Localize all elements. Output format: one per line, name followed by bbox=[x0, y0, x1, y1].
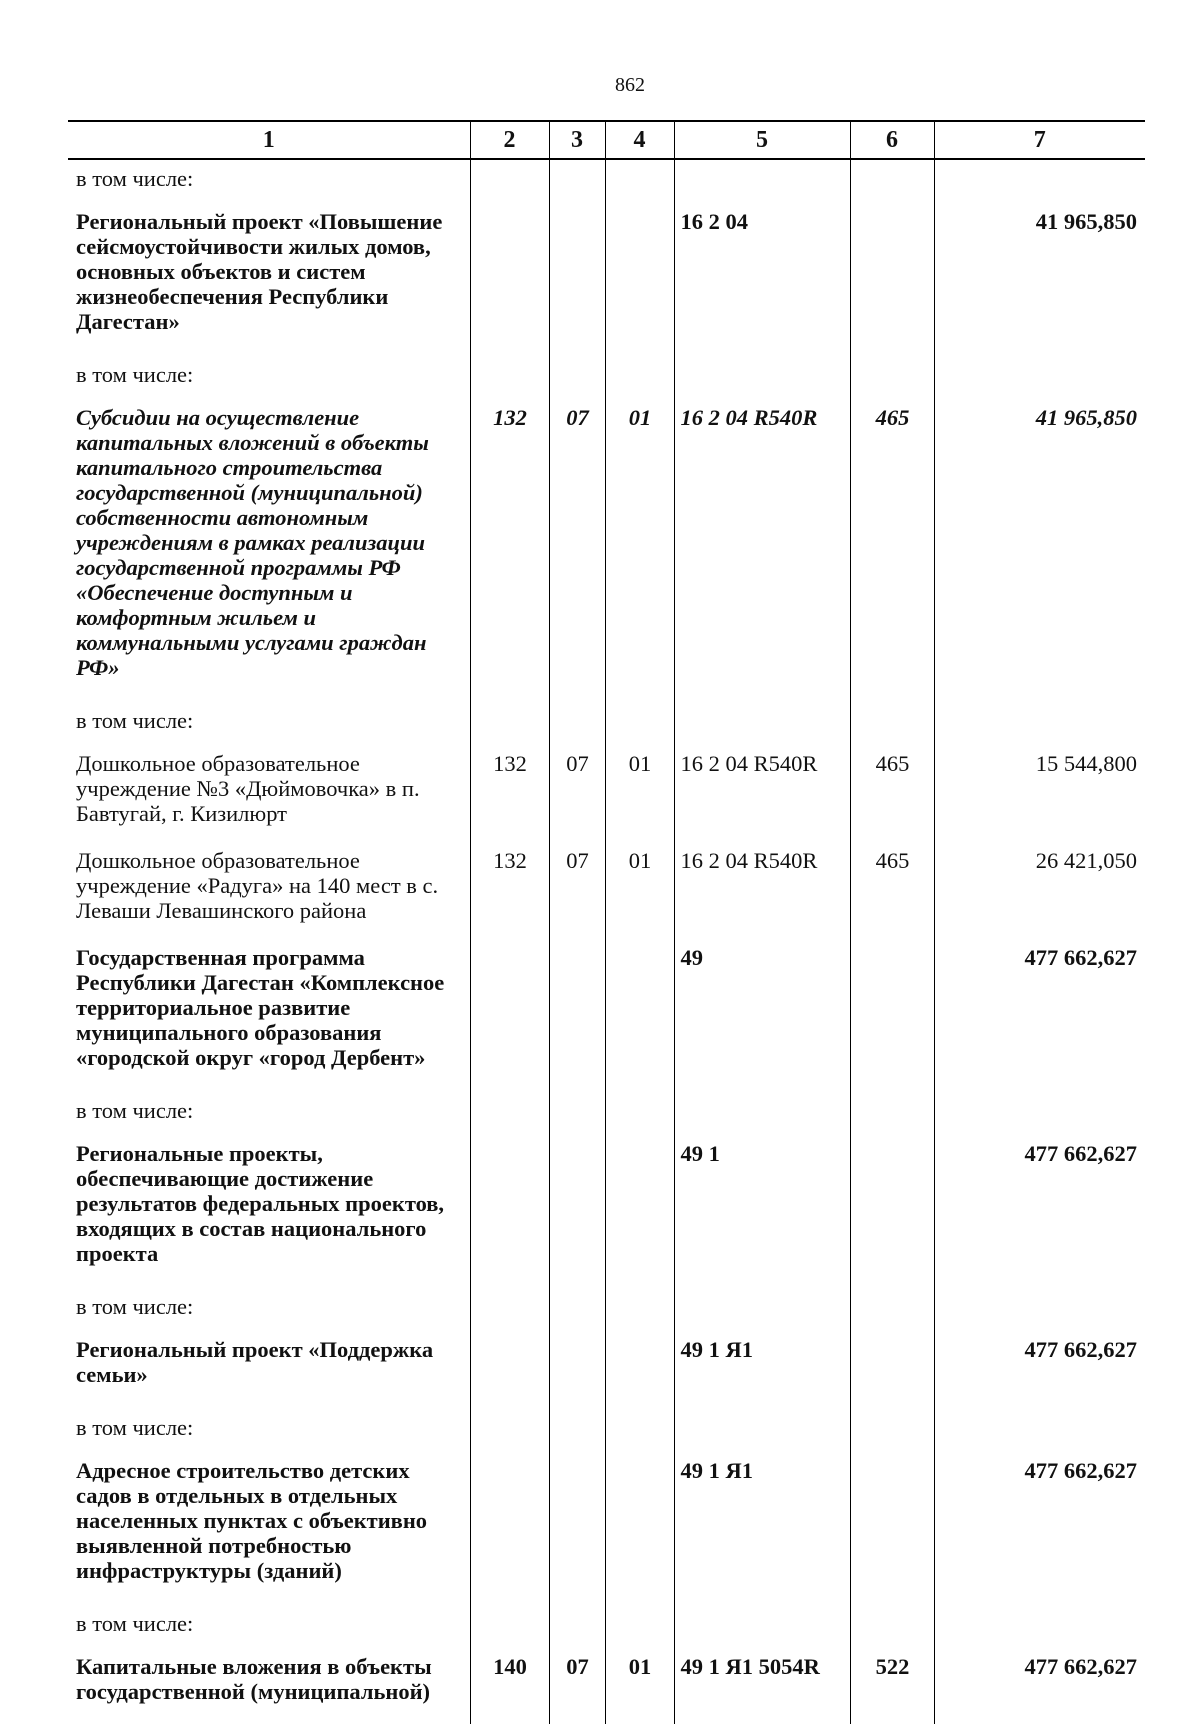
row-name: Капитальные вложения в объекты государственной (муниципальной) bbox=[76, 1654, 432, 1704]
row-col7: 26 421,050 bbox=[934, 848, 1145, 945]
row-col6: 465 bbox=[850, 751, 934, 848]
row-col4: 01 bbox=[605, 848, 674, 945]
row-col4: 01 bbox=[605, 405, 674, 702]
row-col2: 132 bbox=[470, 405, 549, 702]
row-col6 bbox=[850, 1141, 934, 1288]
note-row bbox=[68, 356, 1145, 405]
table-row bbox=[68, 1458, 1145, 1605]
row-col2: 140 bbox=[470, 1654, 549, 1724]
row-col2: 132 bbox=[470, 848, 549, 945]
row-col7: 41 965,850 bbox=[934, 209, 1145, 356]
note-text: в том числе: bbox=[76, 1415, 194, 1440]
row-name: Государственная программа Республики Дагестан «Комплексное территориальное развитие муниципального образования «городской округ «город Дербент» bbox=[76, 945, 445, 1070]
row-col3 bbox=[549, 945, 605, 1092]
table-row bbox=[68, 209, 1145, 356]
row-col4: 01 bbox=[605, 751, 674, 848]
row-col3: 07 bbox=[549, 405, 605, 702]
note-row bbox=[68, 159, 1145, 209]
note-text: в том числе: bbox=[76, 362, 194, 387]
row-col2 bbox=[470, 1337, 549, 1409]
row-col6 bbox=[850, 1337, 934, 1409]
row-col5: 16 2 04 R540R bbox=[674, 848, 850, 945]
table-header-row bbox=[68, 121, 1145, 159]
row-col7: 477 662,627 bbox=[934, 1458, 1145, 1605]
row-col3 bbox=[549, 1458, 605, 1605]
row-col4 bbox=[605, 209, 674, 356]
note-text: в том числе: bbox=[76, 1611, 194, 1636]
row-col5: 16 2 04 R540R bbox=[674, 405, 850, 702]
note-text: в том числе: bbox=[76, 708, 194, 733]
column-header-4: 4 bbox=[605, 121, 674, 159]
note-text: в том числе: bbox=[76, 166, 194, 191]
table-row bbox=[68, 1337, 1145, 1409]
row-col2 bbox=[470, 1141, 549, 1288]
row-col2 bbox=[470, 1458, 549, 1605]
row-col5: 49 1 Я1 bbox=[674, 1458, 850, 1605]
row-col7: 477 662,627 bbox=[934, 1654, 1145, 1724]
page-number: 862 bbox=[615, 74, 645, 96]
row-col6: 522 bbox=[850, 1654, 934, 1724]
row-col4 bbox=[605, 1458, 674, 1605]
row-col7: 15 544,800 bbox=[934, 751, 1145, 848]
row-col5: 49 1 bbox=[674, 1141, 850, 1288]
table-row bbox=[68, 848, 1145, 945]
row-col5: 16 2 04 bbox=[674, 209, 850, 356]
row-col3 bbox=[549, 1337, 605, 1409]
row-col7: 477 662,627 bbox=[934, 945, 1145, 1092]
budget-table bbox=[68, 120, 1145, 1724]
row-col4 bbox=[605, 945, 674, 1092]
note-row bbox=[68, 1409, 1145, 1458]
column-header-1: 1 bbox=[68, 121, 470, 159]
row-col3 bbox=[549, 209, 605, 356]
row-col6: 465 bbox=[850, 405, 934, 702]
row-name: Региональный проект «Повышение сейсмоустойчивости жилых домов, основных объектов и систем жизнеобеспечения Республики Дагестан» bbox=[76, 209, 443, 334]
row-name: Региональный проект «Поддержка семьи» bbox=[76, 1337, 434, 1387]
row-col4 bbox=[605, 1141, 674, 1288]
column-header-6: 6 bbox=[850, 121, 934, 159]
column-header-3: 3 bbox=[549, 121, 605, 159]
row-col2 bbox=[470, 945, 549, 1092]
row-col3: 07 bbox=[549, 751, 605, 848]
note-row bbox=[68, 1288, 1145, 1337]
row-col2 bbox=[470, 209, 549, 356]
row-col6 bbox=[850, 945, 934, 1092]
row-name: Дошкольное образовательное учреждение №3 «Дюймовочка» в п. Бавтугай, г. Кизилюрт bbox=[76, 751, 420, 826]
row-name: Региональные проекты, обеспечивающие достижение результатов федеральных проектов, входящих в состав национального проекта bbox=[76, 1141, 445, 1266]
note-row bbox=[68, 1092, 1145, 1141]
row-col2: 132 bbox=[470, 751, 549, 848]
table-row bbox=[68, 1654, 1145, 1724]
row-col6 bbox=[850, 1458, 934, 1605]
note-text: в том числе: bbox=[76, 1294, 194, 1319]
note-text: в том числе: bbox=[76, 1098, 194, 1123]
table-row bbox=[68, 1141, 1145, 1288]
note-row bbox=[68, 1605, 1145, 1654]
column-header-5: 5 bbox=[674, 121, 850, 159]
row-col5: 49 1 Я1 5054R bbox=[674, 1654, 850, 1724]
row-col3 bbox=[549, 1141, 605, 1288]
table-row bbox=[68, 751, 1145, 848]
row-col4: 01 bbox=[605, 1654, 674, 1724]
row-col5: 16 2 04 R540R bbox=[674, 751, 850, 848]
row-col6 bbox=[850, 209, 934, 356]
table-row bbox=[68, 945, 1145, 1092]
row-name: Субсидии на осуществление капитальных вложений в объекты капитального строительства государственной (муниципальной) собственности автономным учреждениям в рамках реализации государственной программы РФ «Обеспечение доступным и комфортным жильем и коммунальными услугами граждан РФ» bbox=[76, 405, 429, 680]
column-header-2: 2 bbox=[470, 121, 549, 159]
row-col7: 477 662,627 bbox=[934, 1337, 1145, 1409]
row-name: Адресное строительство детских садов в отдельных в отдельных населенных пунктах с объективно выявленной потребностью инфраструктуры (зданий) bbox=[76, 1458, 428, 1583]
row-col3: 07 bbox=[549, 1654, 605, 1724]
row-col5: 49 bbox=[674, 945, 850, 1092]
note-row bbox=[68, 702, 1145, 751]
row-col6: 465 bbox=[850, 848, 934, 945]
row-name: Дошкольное образовательное учреждение «Радуга» на 140 мест в с. Леваши Левашинского района bbox=[76, 848, 439, 923]
column-header-7: 7 bbox=[934, 121, 1145, 159]
row-col7: 41 965,850 bbox=[934, 405, 1145, 702]
row-col5: 49 1 Я1 bbox=[674, 1337, 850, 1409]
row-col3: 07 bbox=[549, 848, 605, 945]
row-col7: 477 662,627 bbox=[934, 1141, 1145, 1288]
table-row bbox=[68, 405, 1145, 702]
row-col4 bbox=[605, 1337, 674, 1409]
